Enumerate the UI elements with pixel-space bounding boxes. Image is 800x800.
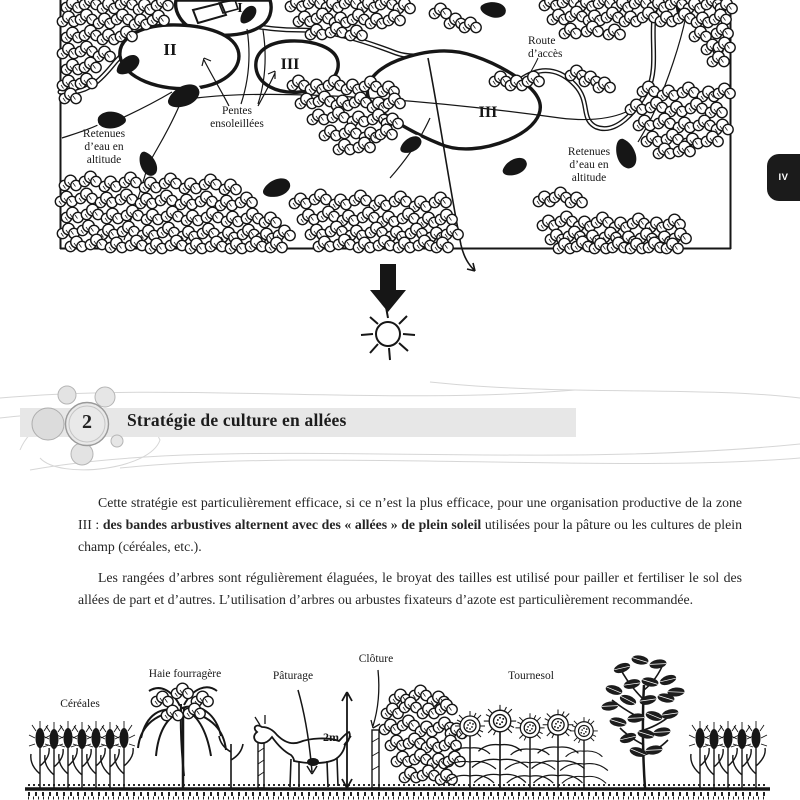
body-paragraph-2: Les rangées d’arbres sont régulièrement élaguées, le broyat des tailles est utilisé pour pailler et fertiliser le sol des allées de part et d’autres. L’utilisation d’arbres ou arbustes fixateurs d’azote est particulièrement recommandée. — [78, 569, 742, 608]
alley-label-paturage: Pâturage — [272, 670, 314, 682]
alley-cropping-drawing — [25, 654, 770, 798]
goat — [254, 715, 351, 787]
body-paragraph-1 — [78, 492, 742, 559]
map-zone-ii-label: II — [163, 40, 177, 59]
cereal-stalks-left — [29, 721, 135, 789]
map-label-retenues-left: Retenues d’eau en altitude — [82, 128, 126, 166]
paragraph-1-tail: utilisées pour la pâture ou les cultures de plein champ (céréales, etc.). — [78, 517, 742, 555]
map-label-route-acces: Route d’accès — [528, 35, 563, 60]
chapter-side-tab-label: IV — [778, 172, 789, 183]
alley-height-marker: 2m — [323, 730, 339, 744]
section-header-decoration — [0, 382, 800, 470]
alley-label-cereales: Céréales — [60, 698, 100, 710]
zone-map-drawing — [55, 0, 737, 271]
chapter-side-tab[interactable] — [767, 154, 800, 201]
alley-label-tournesol: Tournesol — [508, 670, 554, 682]
down-arrow-icon — [370, 264, 406, 312]
fodder-hedge — [138, 683, 243, 788]
alley-label-haie-fourragere: Haie fourragère — [148, 668, 222, 680]
section-number: 2 — [82, 411, 92, 433]
map-zone-iiia-label: III — [280, 56, 300, 73]
sunflowers — [444, 705, 608, 788]
cereal-stalks-right — [689, 721, 767, 789]
map-label-retenues-right: Retenues d’eau en altitude — [567, 146, 611, 184]
section-title: Stratégie de culture en allées — [127, 410, 347, 430]
map-zone-i-label: I — [237, 1, 243, 16]
alley-label-cloture: Clôture — [358, 653, 394, 665]
map-label-pentes-ensoleillees: Pentes ensoleillées — [210, 105, 264, 130]
paragraph-1-lead: Cette stratégie est particulièrement efficace, si ce n’est la plus efficace, pour une organisation productive de la zone III : — [78, 494, 742, 533]
sun-icon — [361, 307, 415, 360]
tall-tree — [601, 654, 685, 788]
map-zone-iiib-label: III — [478, 104, 498, 121]
shrub-hedge — [379, 685, 467, 785]
paragraph-1-bold: des bandes arbustives alternent avec des « allées » de plein soleil — [102, 517, 482, 533]
